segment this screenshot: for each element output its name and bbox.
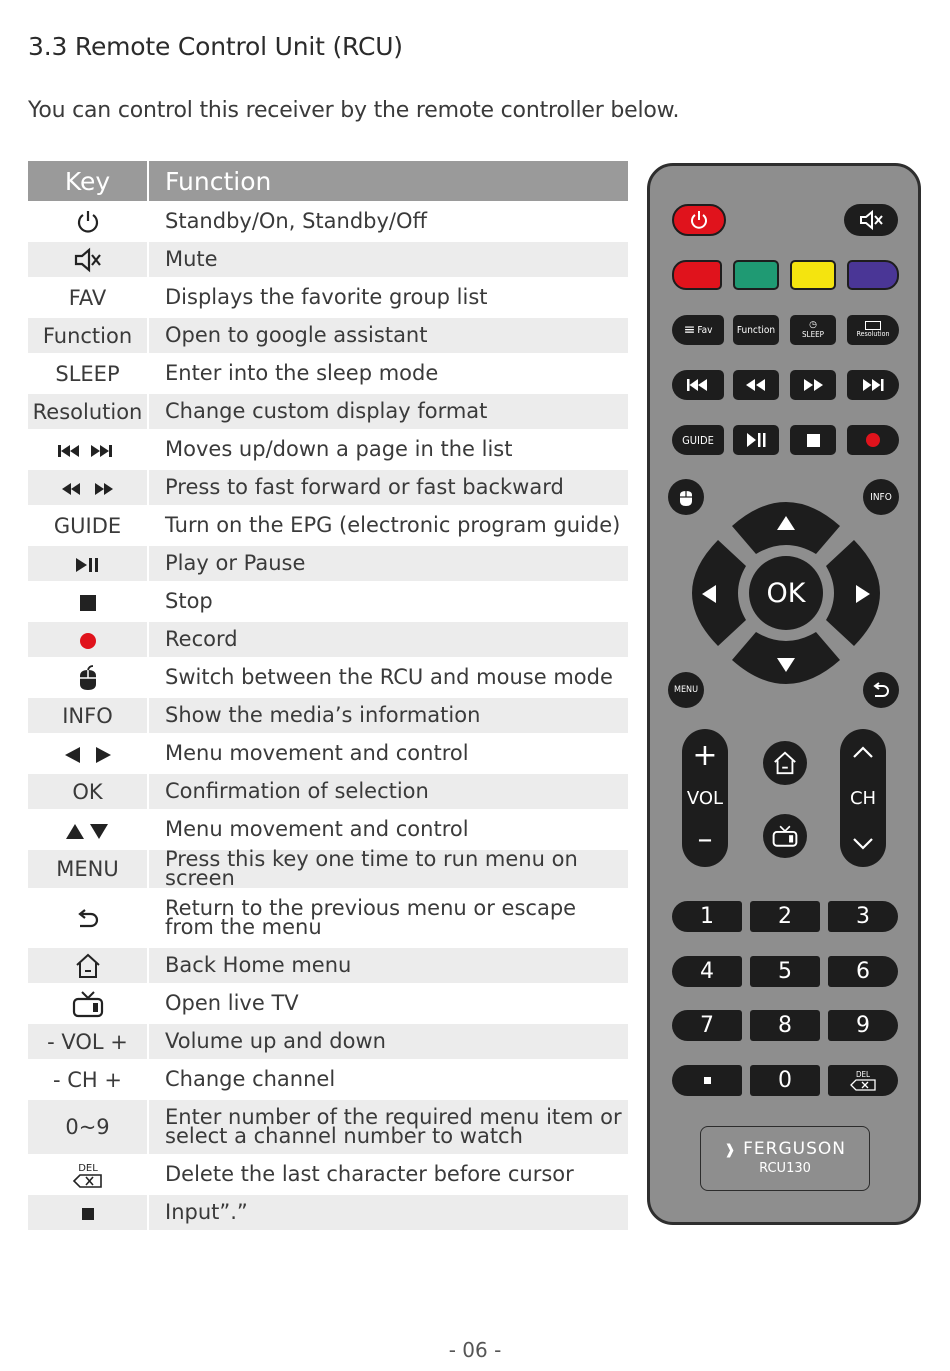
skip-prev-icon [686, 378, 710, 392]
home-button[interactable] [763, 741, 807, 785]
backspace-icon [850, 1079, 876, 1091]
key-cell: INFO [28, 697, 148, 735]
function-line: Return to the previous menu or escape [165, 896, 577, 920]
delete-key[interactable] [828, 1065, 898, 1096]
menu-button[interactable] [668, 672, 704, 708]
live-tv-icon [72, 990, 104, 1018]
power-icon [689, 210, 709, 230]
fav-label: Fav [697, 324, 713, 336]
rewind-forward-icon [59, 481, 117, 497]
number-key-5[interactable]: 5 [750, 956, 820, 987]
mute-button[interactable] [844, 204, 898, 236]
number-key-0[interactable]: 0 [750, 1065, 820, 1096]
plus-icon: + [692, 738, 718, 773]
vol-label: VOL [686, 787, 724, 809]
brand-name: FERGUSON [743, 1139, 846, 1159]
number-key-3[interactable]: 3 [828, 901, 898, 932]
stop-icon [807, 434, 820, 447]
blue-key[interactable] [847, 260, 899, 290]
yellow-key[interactable] [790, 260, 836, 290]
table-row [28, 849, 628, 890]
function-cell: Change custom display format [148, 393, 628, 431]
function-cell: Open to google assistant [148, 317, 628, 355]
mute-icon [858, 209, 884, 231]
remote-control [647, 163, 921, 1225]
brand-logo-icon: ❱ [724, 1142, 737, 1158]
dot-key[interactable] [672, 1065, 742, 1096]
number-key-9[interactable]: 9 [828, 1010, 898, 1041]
chevron-down-icon [852, 837, 874, 851]
return-icon [871, 682, 891, 698]
stop-button[interactable] [790, 425, 836, 455]
function-cell: Delete the last character before cursor [148, 1156, 628, 1194]
function-cell: Standby/On, Standby/Off [148, 203, 628, 241]
function-label: Function [736, 324, 776, 336]
dpad-left[interactable] [692, 540, 746, 646]
table-row [28, 1156, 628, 1194]
up-down-arrows-icon [64, 822, 112, 840]
stop-icon [79, 594, 97, 612]
number-key-4[interactable]: 4 [672, 956, 742, 987]
function-cell: Show the media’s information [148, 697, 628, 735]
function-line: from the menu [165, 915, 322, 939]
sleep-button[interactable] [790, 315, 836, 345]
table-row [28, 1099, 628, 1156]
chevron-up-icon [852, 745, 874, 759]
play-pause-icon [74, 556, 102, 574]
fast-forward-icon [802, 378, 824, 392]
resolution-button[interactable] [847, 315, 899, 345]
function-cell: Back Home menu [148, 947, 628, 985]
table-row [28, 811, 628, 849]
channel-rocker[interactable] [840, 729, 886, 867]
green-key[interactable] [733, 260, 779, 290]
mute-icon [73, 247, 103, 273]
table-row [28, 735, 628, 773]
function-cell: Confirmation of selection [148, 773, 628, 811]
table-row [28, 203, 628, 241]
ch-label: CH [849, 787, 877, 809]
number-key-2[interactable]: 2 [750, 901, 820, 932]
table-row [28, 469, 628, 507]
number-key-8[interactable]: 8 [750, 1010, 820, 1041]
svg-text:DEL: DEL [77, 1162, 98, 1174]
table-row [28, 659, 628, 697]
skip-next-button[interactable] [847, 370, 899, 400]
return-icon [75, 908, 101, 930]
volume-rocker[interactable] [682, 729, 728, 867]
table-row [28, 621, 628, 659]
delete-icon [71, 1161, 105, 1189]
home-icon [74, 952, 102, 980]
function-cell: Enter into the sleep mode [148, 355, 628, 393]
table-row [28, 355, 628, 393]
key-cell: MENU [28, 849, 148, 890]
table-row [28, 431, 628, 469]
record-button[interactable] [847, 425, 899, 455]
del-label: DEL [855, 1070, 871, 1079]
function-cell: Mute [148, 241, 628, 279]
ok-label: OK [766, 577, 806, 609]
rewind-button[interactable] [733, 370, 779, 400]
home-icon [772, 750, 798, 776]
key-cell: OK [28, 773, 148, 811]
function-cell: Play or Pause [148, 545, 628, 583]
dot-icon [704, 1077, 711, 1084]
key-cell: Function [28, 317, 148, 355]
screen-icon [865, 321, 881, 330]
table-row [28, 583, 628, 621]
table-row [28, 317, 628, 355]
function-cell: Menu movement and control [148, 811, 628, 849]
minus-icon: – [697, 822, 713, 857]
key-cell: - VOL + [28, 1023, 148, 1061]
table-row [28, 1061, 628, 1099]
dpad-right[interactable] [826, 540, 880, 646]
function-cell: Stop [148, 583, 628, 621]
function-line: select a channel number to watch [165, 1124, 523, 1148]
sleep-label: SLEEP [801, 330, 824, 339]
record-icon [78, 631, 98, 651]
live-tv-button[interactable] [763, 814, 807, 858]
skip-next-icon [861, 378, 885, 392]
table-row [28, 697, 628, 735]
live-tv-icon [772, 824, 798, 848]
model-name: RCU130 [759, 1161, 811, 1176]
key-cell: SLEEP [28, 355, 148, 393]
intro-text: You can control this receiver by the remote controller below. [28, 98, 680, 123]
brand-plate [700, 1126, 870, 1191]
table-row [28, 241, 628, 279]
number-key-7[interactable]: 7 [672, 1010, 742, 1041]
key-column-header: Key [28, 161, 148, 203]
key-function-table [28, 161, 628, 1230]
return-button[interactable] [863, 672, 899, 708]
function-cell: Press to fast forward or fast backward [148, 469, 628, 507]
table-row [28, 985, 628, 1023]
page-number: - 06 - [448, 1338, 502, 1362]
key-cell: 0~9 [28, 1099, 148, 1156]
number-key-6[interactable]: 6 [828, 956, 898, 987]
function-column-header: Function [148, 161, 628, 203]
function-line: Enter number of the required menu item or [165, 1105, 622, 1129]
dot-icon [80, 1206, 96, 1222]
page-title: 3.3 Remote Control Unit (RCU) [28, 32, 403, 61]
table-row [28, 507, 628, 545]
rewind-icon [745, 378, 767, 392]
function-cell: Input”.” [148, 1194, 628, 1231]
key-cell: - CH + [28, 1061, 148, 1099]
table-row [28, 545, 628, 583]
menu-label: MENU [673, 685, 699, 695]
clock-icon: ◷ [809, 320, 817, 330]
number-key-1[interactable]: 1 [672, 901, 742, 932]
function-cell: Switch between the RCU and mouse mode [148, 659, 628, 697]
function-cell: Turn on the EPG (electronic program guide) [148, 507, 628, 545]
function-button[interactable] [733, 315, 779, 345]
resolution-label: Resolution [856, 330, 890, 338]
guide-button[interactable] [672, 425, 724, 455]
info-label: INFO [870, 491, 892, 503]
table-row [28, 393, 628, 431]
table-row [28, 1023, 628, 1061]
function-cell: Record [148, 621, 628, 659]
table-row [28, 890, 628, 947]
function-cell: Menu movement and control [148, 735, 628, 773]
play-pause-button[interactable] [733, 425, 779, 455]
record-icon [865, 432, 881, 448]
function-cell: Open live TV [148, 985, 628, 1023]
function-cell: Volume up and down [148, 1023, 628, 1061]
function-cell: Press this key one time to run menu on screen [148, 849, 628, 890]
play-pause-icon [745, 432, 767, 448]
guide-label: GUIDE [682, 433, 714, 447]
table-row [28, 279, 628, 317]
key-cell: FAV [28, 279, 148, 317]
left-right-arrows-icon [62, 746, 114, 764]
mouse-icon [77, 664, 99, 692]
table-row [28, 1194, 628, 1231]
table-row [28, 773, 628, 811]
power-icon [75, 209, 101, 235]
skip-prev-next-icon [57, 442, 119, 460]
red-key[interactable] [672, 260, 722, 290]
key-cell: Resolution [28, 393, 148, 431]
function-cell: Displays the favorite group list [148, 279, 628, 317]
skip-prev-button[interactable] [672, 370, 724, 400]
key-cell: GUIDE [28, 507, 148, 545]
table-row [28, 947, 628, 985]
power-button[interactable] [672, 204, 726, 236]
fast-forward-button[interactable] [790, 370, 836, 400]
fav-button[interactable]: ≡ Fav [672, 315, 724, 345]
function-cell: Moves up/down a page in the list [148, 431, 628, 469]
function-cell: Change channel [148, 1061, 628, 1099]
